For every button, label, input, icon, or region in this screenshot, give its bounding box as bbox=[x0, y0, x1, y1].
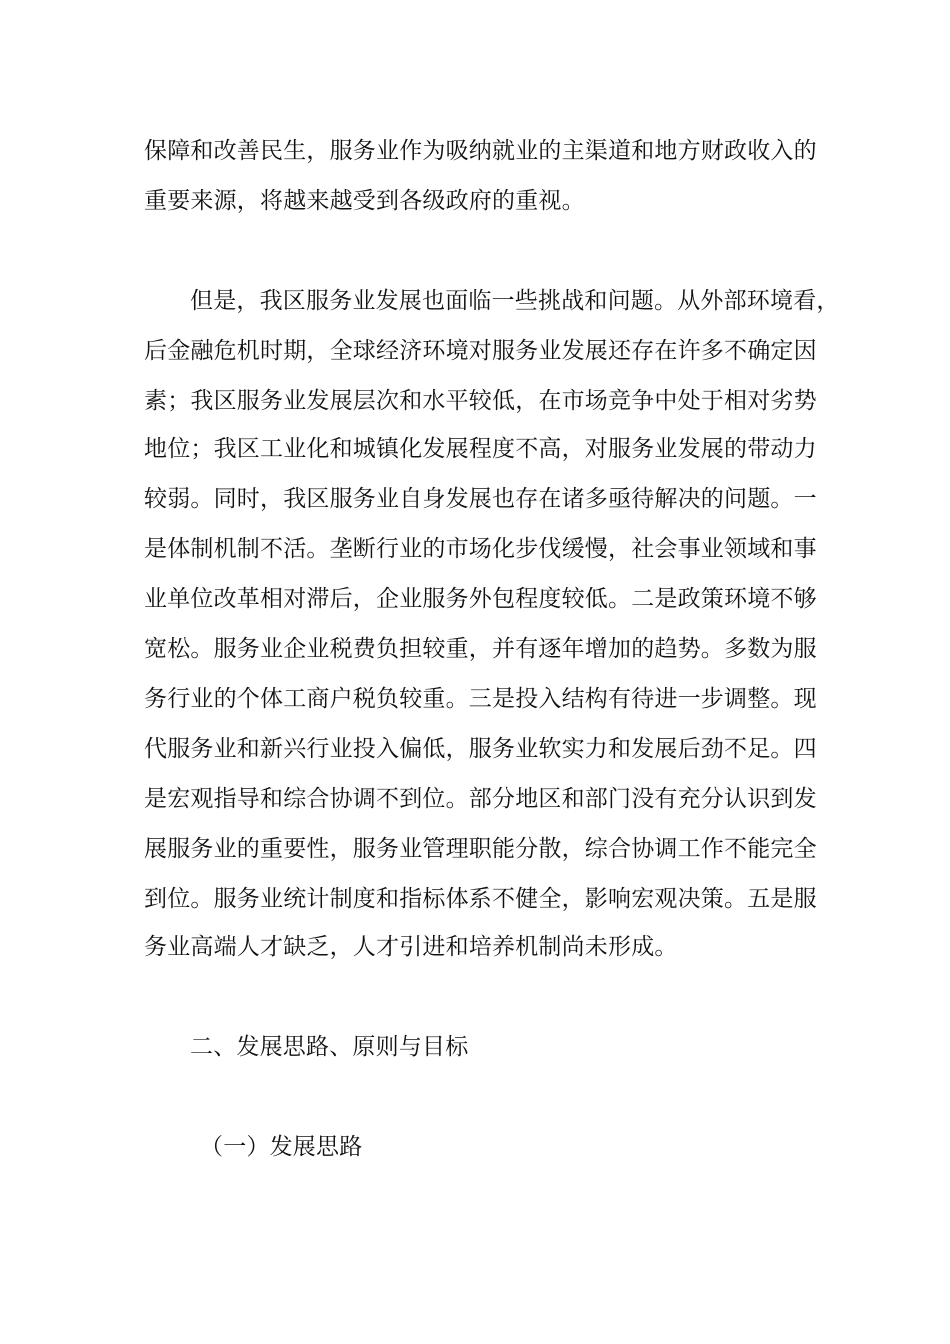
paragraph2-line-2: 后金融危机时期，全球经济环境对服务业发展还存在许多不确定因 bbox=[144, 338, 817, 364]
paragraph1-line-2: 重要来源，将越来越受到各级政府的重视。 bbox=[144, 188, 585, 214]
paragraph2-line-7: 业单位改革相对滞后，企业服务外包程度较低。二是政策环境不够 bbox=[144, 586, 817, 612]
paragraph2-line-9: 务行业的个体工商户税负较重。三是投入结构有待进一步调整。现 bbox=[144, 686, 817, 712]
paragraph2-line-8: 宽松。服务业企业税费负担较重，并有逐年增加的趋势。多数为服 bbox=[144, 636, 817, 662]
paragraph2-line-10: 代服务业和新兴行业投入偏低，服务业软实力和发展后劲不足。四 bbox=[144, 736, 817, 762]
paragraph2-line-5: 较弱。同时，我区服务业自身发展也存在诸多亟待解决的问题。一 bbox=[144, 486, 817, 512]
section-heading: 二、发展思路、原则与目标 bbox=[190, 1034, 469, 1060]
paragraph2-line-13: 到位。服务业统计制度和指标体系不健全，影响宏观决策。五是服 bbox=[144, 886, 817, 912]
paragraph2-line-14: 务业高端人才缺乏，人才引进和培养机制尚未形成。 bbox=[144, 934, 678, 960]
paragraph2-line-1: 但是，我区服务业发展也面临一些挑战和问题。从外部环境看， bbox=[190, 288, 840, 314]
paragraph2-line-11: 是宏观指导和综合协调不到位。部分地区和部门没有充分认识到发 bbox=[144, 786, 817, 812]
subsection-heading: （一）发展思路 bbox=[200, 1134, 363, 1160]
paragraph2-line-3: 素；我区服务业发展层次和水平较低，在市场竞争中处于相对劣势 bbox=[144, 388, 817, 414]
paragraph1-line-1: 保障和改善民生，服务业作为吸纳就业的主渠道和地方财政收入的 bbox=[144, 138, 817, 164]
paragraph2-line-4: 地位；我区工业化和城镇化发展程度不高，对服务业发展的带动力 bbox=[144, 436, 817, 462]
paragraph2-line-12: 展服务业的重要性，服务业管理职能分散，综合协调工作不能完全 bbox=[144, 836, 817, 862]
paragraph2-line-6: 是体制机制不活。垄断行业的市场化步伐缓慢，社会事业领域和事 bbox=[144, 536, 817, 562]
